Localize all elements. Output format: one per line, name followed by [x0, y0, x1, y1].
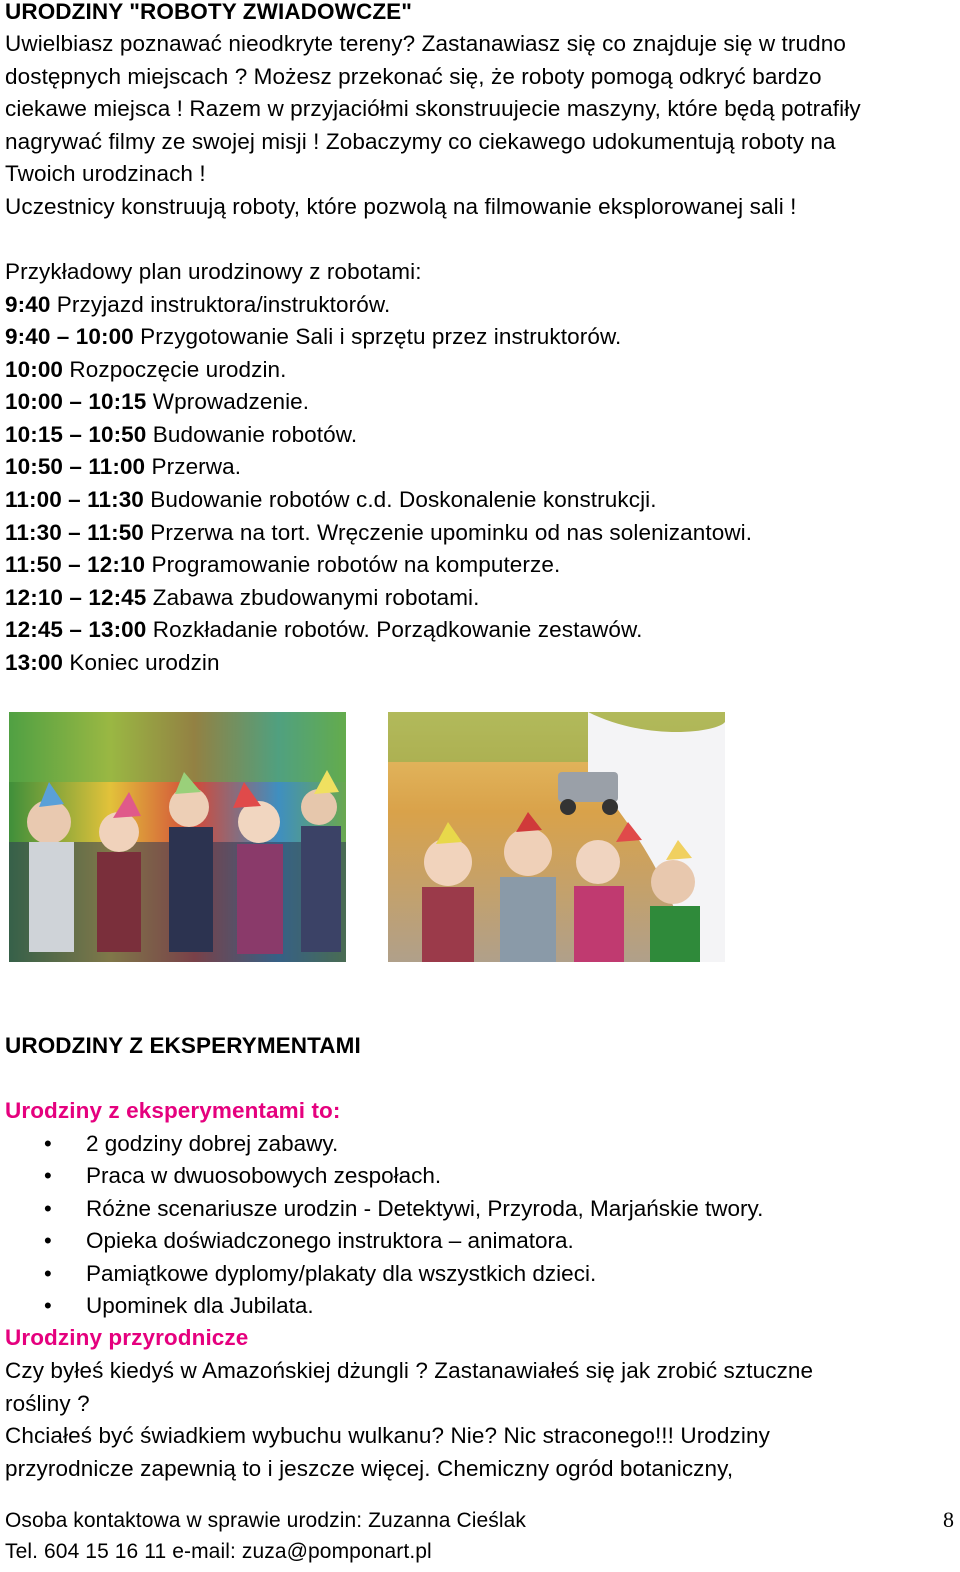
schedule-desc: Wprowadzenie.: [146, 389, 310, 414]
footer-contact: Osoba kontaktowa w sprawie urodzin: Zuzanna Cieślak: [5, 1509, 527, 1532]
schedule-desc: Przerwa na tort. Wręczenie upominku od nas solenizantowi.: [143, 520, 753, 545]
schedule-row: [5, 614, 642, 646]
schedule-time: 10:15 – 10:50: [5, 422, 147, 447]
intro-line: Uwielbiasz poznawać nieodkryte tereny? Zastanawiasz się co znajduje się w trudno: [5, 31, 846, 56]
list-item: Opieka doświadczonego instruktora – animatora.: [86, 1228, 574, 1253]
schedule-row: [5, 289, 390, 321]
schedule-desc: Budowanie robotów.: [146, 422, 358, 447]
schedule-row: [5, 484, 657, 516]
schedule-desc: Przyjazd instruktora/instruktorów.: [50, 292, 391, 317]
schedule-time: 9:40: [5, 292, 51, 317]
list-item: Praca w dwuosobowych zespołach.: [86, 1163, 442, 1188]
bullet-marker: •: [44, 1261, 52, 1286]
schedule-time: 12:10 – 12:45: [5, 585, 147, 610]
schedule-time: 11:50 – 12:10: [5, 552, 146, 577]
list-item: Różne scenariusze urodzin - Detektywi, Przyroda, Marjańskie twory.: [86, 1196, 764, 1221]
schedule-time: 12:45 – 13:00: [5, 617, 147, 642]
list-item: Pamiątkowe dyplomy/plakaty dla wszystkich dzieci.: [86, 1261, 597, 1286]
intro-line: Uczestnicy konstruują roboty, które pozwolą na filmowanie eksplorowanej sali !: [5, 194, 797, 219]
section-title-robots: URODZINY "ROBOTY ZWIADOWCZE": [5, 0, 413, 24]
schedule-desc: Programowanie robotów na komputerze.: [145, 552, 561, 577]
section-title-experiments: URODZINY Z EKSPERYMENTAMI: [5, 1033, 361, 1058]
party-photo-right: [388, 712, 725, 962]
schedule-row: [5, 354, 287, 386]
schedule-time: 11:30 – 11:50: [5, 520, 144, 545]
intro-line: dostępnych miejscach ? Możesz przekonać się, że roboty pomogą odkryć bardzo: [5, 64, 822, 89]
schedule-desc: Przerwa.: [145, 454, 242, 479]
schedule-time: 9:40 – 10:00: [5, 324, 134, 349]
schedule-time: 10:50 – 11:00: [5, 454, 146, 479]
nature-line: przyrodnicze zapewnią to i jeszcze więcej. Chemiczny ogród botaniczny,: [5, 1456, 734, 1481]
party-photo-left: [9, 712, 346, 962]
schedule-row: [5, 419, 357, 451]
schedule-row: [5, 321, 621, 353]
schedule-row: [5, 647, 220, 679]
nature-line: Chciałeś być świadkiem wybuchu wulkanu? Nie? Nic straconego!!! Urodziny: [5, 1423, 770, 1448]
bullet-marker: •: [44, 1163, 52, 1188]
bullet-marker: •: [44, 1293, 52, 1318]
schedule-row: [5, 517, 752, 549]
plan-heading: Przykładowy plan urodzinowy z robotami:: [5, 259, 422, 284]
bullet-marker: •: [44, 1196, 52, 1221]
bullet-marker: •: [44, 1131, 52, 1156]
intro-line: Twoich urodzinach !: [5, 161, 206, 186]
schedule-desc: Rozpoczęcie urodzin.: [63, 357, 287, 382]
page-number: 8: [943, 1507, 954, 1532]
nature-line: rośliny ?: [5, 1391, 90, 1416]
schedule-desc: Koniec urodzin: [63, 650, 220, 675]
schedule-desc: Zabawa zbudowanymi robotami.: [146, 585, 480, 610]
footer-phone-email: Tel. 604 15 16 11 e-mail: zuza@pomponart.pl: [5, 1540, 432, 1563]
schedule-desc: Budowanie robotów c.d. Doskonalenie konstrukcji.: [143, 487, 657, 512]
bullet-marker: •: [44, 1228, 52, 1253]
experiments-subtitle: Urodziny z eksperymentami to:: [5, 1098, 341, 1123]
intro-line: nagrywać filmy ze swojej misji ! Zobaczymy co ciekawego udokumentują roboty na: [5, 129, 836, 154]
nature-line: Czy byłeś kiedyś w Amazońskiej dżungli ? Zastanawiałeś się jak zrobić sztuczne: [5, 1358, 814, 1383]
intro-line: ciekawe miejsca ! Razem w przyjaciółmi skonstruujecie maszyny, które będą potrafiły: [5, 96, 861, 121]
schedule-desc: Przygotowanie Sali i sprzętu przez instruktorów.: [133, 324, 622, 349]
schedule-time: 11:00 – 11:30: [5, 487, 144, 512]
schedule-time: 13:00: [5, 650, 64, 675]
nature-heading: Urodziny przyrodnicze: [5, 1325, 249, 1350]
schedule-row: [5, 582, 479, 614]
schedule-row: [5, 451, 241, 483]
schedule-time: 10:00 – 10:15: [5, 389, 147, 414]
schedule-row: [5, 549, 560, 581]
schedule-desc: Rozkładanie robotów. Porządkowanie zestawów.: [146, 617, 643, 642]
list-item: Upominek dla Jubilata.: [86, 1293, 314, 1318]
list-item: 2 godziny dobrej zabawy.: [86, 1131, 339, 1156]
schedule-row: [5, 386, 309, 418]
schedule-time: 10:00: [5, 357, 64, 382]
